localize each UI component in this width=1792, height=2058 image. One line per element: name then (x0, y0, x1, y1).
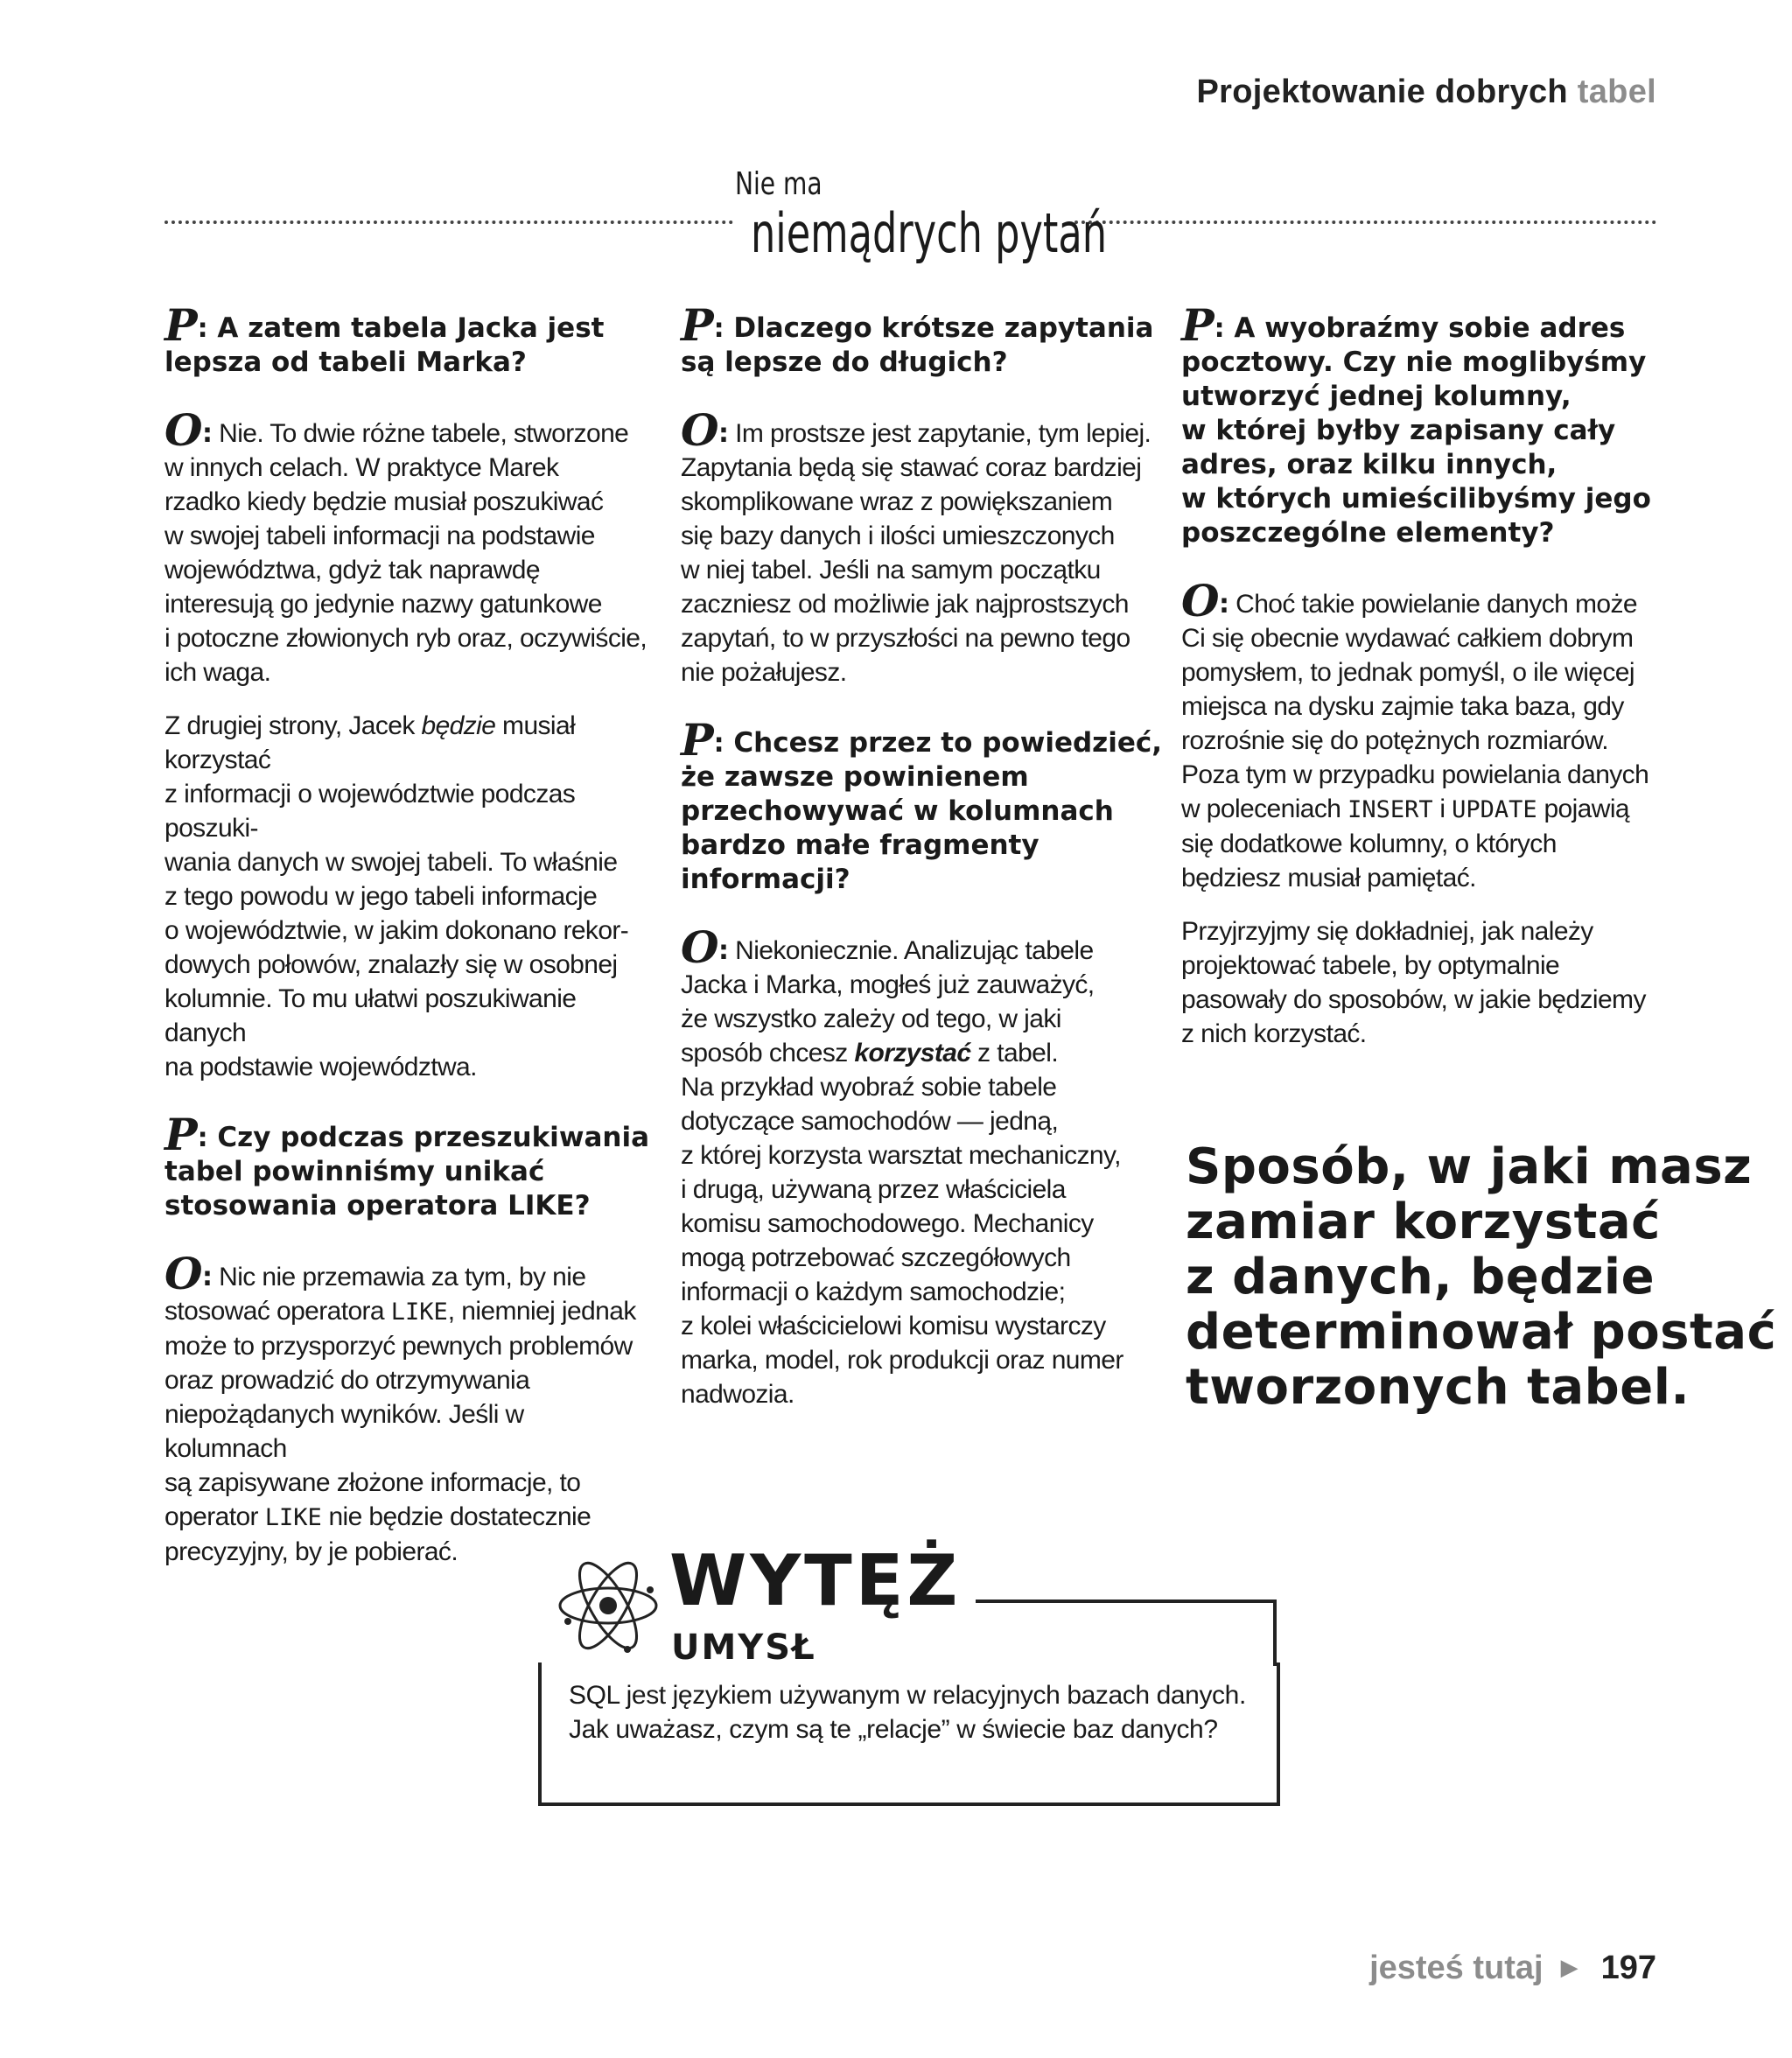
banner-small-text: Nie ma (735, 166, 822, 202)
question-label: P (164, 1109, 198, 1160)
paragraph-text: Z drugiej strony, Jacek (164, 711, 422, 740)
question (681, 299, 1166, 380)
answer-label: O (1181, 575, 1219, 626)
question-label-sep: : (197, 313, 208, 344)
answer-label: O (164, 1248, 202, 1299)
box-top-line (976, 1600, 1273, 1603)
handwritten-callout: Sposób, w jaki masz zamiar korzystać z danych, będzie determinował postać tworzonych tabel. (1186, 1138, 1777, 1416)
dotted-rule-right (1074, 220, 1656, 224)
atom-icon (556, 1553, 661, 1658)
question (164, 1109, 650, 1223)
code-update: UPDATE (1452, 796, 1537, 823)
answer-label-sep: : (718, 418, 729, 449)
question-text: A zatem tabela Jacka jest lepsza od tabeli Marka? (164, 312, 605, 378)
answer-label-sep: : (201, 1262, 213, 1292)
paragraph (164, 709, 650, 1084)
question-label-sep: : (1214, 313, 1225, 344)
paragraph-text: musiał korzystać z informacji o województwie podczas poszuki- wania danych w swojej tabeli. To właśnie z tego powodu w jego tabeli informacje o województwie, w jakim dokonano rekor- dowych połowów, znalazły się w osobnej kolumnie. To mu ułatwi poszukiwanie danych na podstawie województwa. (164, 711, 629, 1082)
answer-text: , niemniej jednak może to przysporzyć pewnych problemów oraz prowadzić do otrzymywania niepożądanych wyników. Jeśli w kolumnach są zapisywane złożone informacje, to operator (164, 1297, 636, 1531)
brain-power-text: SQL jest językiem używanym w relacyjnych bazach danych. Jak uważasz, czym są te „relacje” w świecie baz danych? (569, 1681, 1246, 1744)
qa-column-2 (681, 299, 1166, 1431)
header-title-light: tabel (1577, 74, 1656, 110)
answer (681, 921, 1166, 1411)
answer-label: O (681, 404, 718, 456)
question-text: Dlaczego krótsze zapytania są lepsze do długich? (681, 312, 1154, 378)
answer (164, 1248, 650, 1569)
answer-text: Choć takie powielanie danych może Ci się obecnie wydawać całkiem dobrym pomysłem, to jednak pomyśl, o ile więcej miejsca na dysku zajmie taka baza, gdy rozrośnie się do potężnych rozmiarów. Poza tym w przypadku powielania danych w poleceniach (1181, 590, 1649, 823)
answer-text: Nie. To dwie różne tabele, stworzone w innych celach. W praktyce Marek rzadko kiedy będzie musiał poszukiwać w swojej tabeli informacji na podstawie województwa, gdyż tak naprawdę interesują go jedynie nazwy gatunkowe i potoczne złowionych ryb oraz, oczywiście, ich waga. (164, 419, 648, 687)
running-header (1197, 74, 1656, 111)
emphasis: będzie (421, 711, 496, 740)
question (681, 714, 1166, 897)
question-label: P (681, 714, 714, 766)
you-are-here-label: jesteś tutaj (1369, 1950, 1544, 1986)
answer-label: O (164, 404, 202, 456)
page-footer (1369, 1950, 1656, 1987)
answer-label-sep: : (1218, 589, 1229, 620)
answer (164, 404, 650, 690)
code-insert: INSERT (1348, 796, 1433, 823)
no-dumb-questions-banner (164, 166, 1656, 271)
question-text: A wyobraźmy sobie adres pocztowy. Czy nie moglibyśmy utworzyć jednej kolumny, w której byłby zapisany cały adres, oraz kilku innych, w których umieścilibyśmy jego poszczególne elementy? (1181, 312, 1651, 549)
answer-label-sep: : (201, 418, 213, 449)
header-title: Projektowanie dobrych (1196, 74, 1568, 110)
question-label-sep: : (713, 728, 724, 759)
banner-title: niemądrych pytań (751, 201, 1108, 265)
answer-text: pojawią się dodatkowe kolumny, o których będziesz musiał pamiętać. (1181, 794, 1629, 892)
answer-text: Nic nie przemawia za tym, by nie stosować operatora (164, 1263, 586, 1326)
brain-power-title: WYTĘŻ (669, 1540, 962, 1621)
answer-text: Im prostsze jest zapytanie, tym lepiej. Zapytania będą się stawać coraz bardziej skomplikowane wraz z powiększaniem się bazy danych i ilości umieszczonych w niej tabel. Jeśli na samym początku zaczniesz od możliwie jak najprostszych zapytań, to w przyszłości na pewno tego nie pożałujesz. (681, 419, 1152, 687)
answer-label-sep: : (718, 935, 729, 966)
qa-column-3 (1181, 299, 1671, 1070)
question (1181, 299, 1671, 550)
question-text: Czy podczas przeszukiwania tabel powinniśmy unikać stosowania operatora LIKE? (164, 1122, 649, 1222)
question-label-sep: : (713, 313, 724, 344)
question-label-sep: : (197, 1123, 208, 1153)
code-like: LIKE (390, 1298, 448, 1326)
brain-power-box (538, 1540, 1291, 1820)
question-label: P (681, 299, 714, 351)
code-like: LIKE (264, 1504, 322, 1531)
answer (1181, 575, 1671, 895)
answer-text: Niekoniecznie. Analizując tabele Jacka i Marka, mogłeś już zauważyć, że wszystko zależy od tego, w jaki sposób chcesz (681, 936, 1095, 1068)
answer (681, 404, 1166, 690)
arrow-right-icon: ▶ (1560, 1954, 1578, 1980)
answer-label: O (681, 921, 718, 973)
emphasis: korzystać (854, 1039, 971, 1068)
question-text: Chcesz przez to powiedzieć, że zawsze powinienem przechowywać w kolumnach bardzo małe fragmenty informacji? (681, 727, 1163, 895)
answer-text: i (1432, 794, 1452, 823)
dotted-rule-left (164, 220, 733, 224)
brain-power-subtitle: UMYSŁ (671, 1628, 816, 1668)
question (164, 299, 650, 380)
qa-column-1 (164, 299, 650, 1588)
box-right-line (1273, 1600, 1277, 1666)
question-label: P (164, 299, 198, 351)
answer-text: z tabel. Na przykład wyobraź sobie tabele dotyczące samochodów — jedną, z której korzysta warsztat mechaniczny, i drugą, używaną przez właściciela komisu samochodowego. Mechanicy mogą potrzebować szczegółowych informacji o każdym samochodzie; z kolei właścicielowi komisu wystarczy marka, model, rok produkcji oraz numer nadwozia. (681, 1039, 1124, 1409)
question-label: P (1181, 299, 1214, 351)
page-number: 197 (1600, 1950, 1656, 1986)
paragraph: Przyjrzyjmy się dokładniej, jak należy projektować tabele, by optymalnie pasowały do sposobów, w jakie będziemy z nich korzystać. (1181, 917, 1646, 1048)
answer-text: nie będzie dostatecznie precyzyjny, by je pobierać. (164, 1502, 592, 1566)
